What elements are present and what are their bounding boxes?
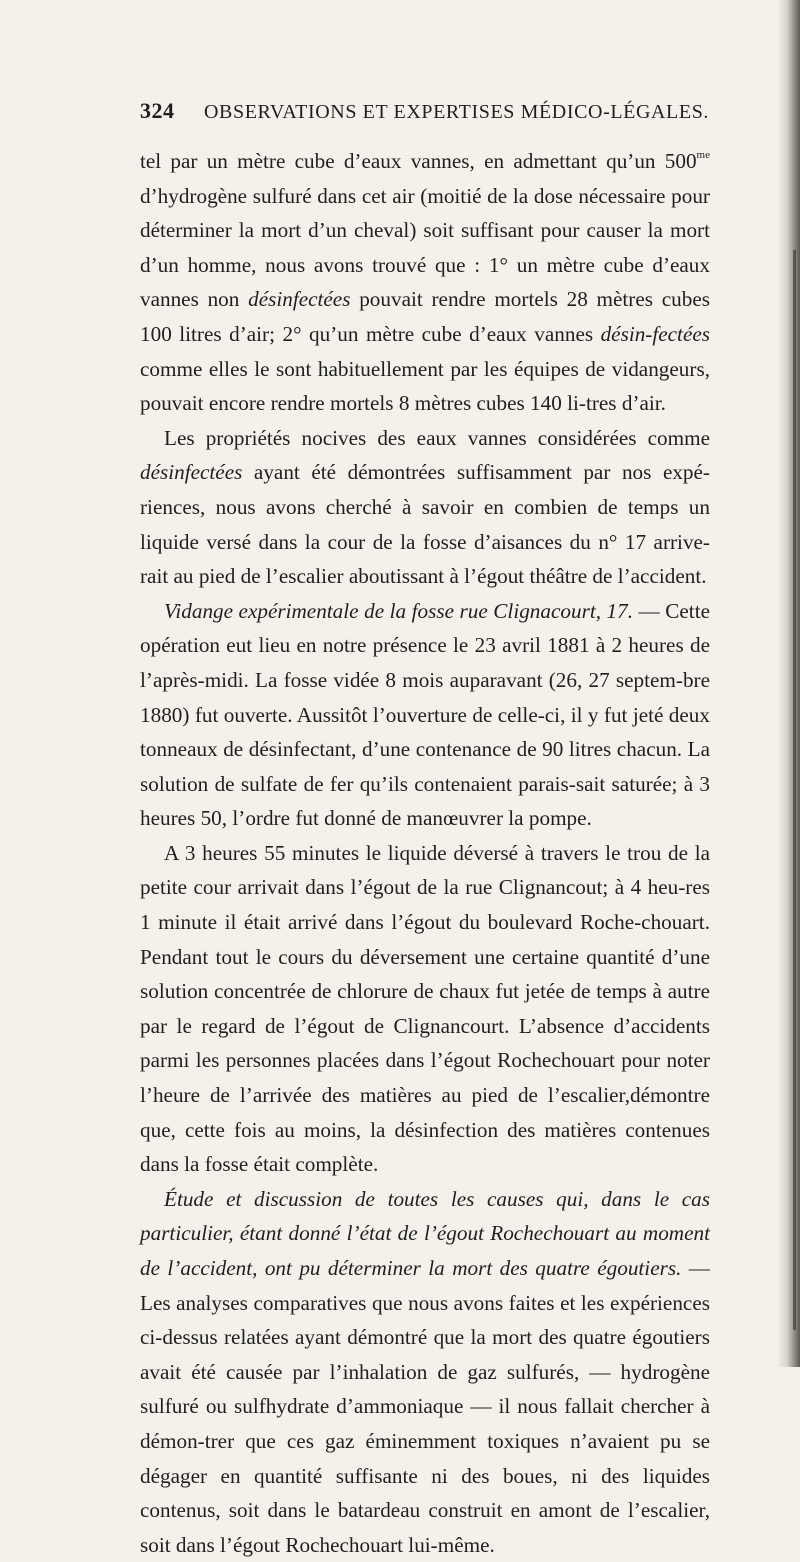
page-binding-edge	[778, 0, 800, 1367]
italic-text: Vidange expérimentale de la fosse rue Clignacourt, 17.	[164, 598, 634, 623]
page-header	[140, 98, 720, 124]
superscript-text: me	[696, 148, 710, 161]
italic-text: Étude et discussion de toutes les causes qui, dans le cas particulier, étant donné l’état de l’égout Rochechouart au moment de l’accident, ont pu déterminer la mort des quatre égoutiers.	[140, 1186, 710, 1280]
paragraph	[140, 836, 710, 1182]
text-run: ayant été démontrées suffisamment par nos expé-riences, nous avons cherché à savoir en combien de temps un liquide versé dans la cour de la fosse d’aisances du n° 17 arrive-rait au pied de l’escalier aboutissant à l’égout théâtre de l’accident.	[140, 460, 710, 589]
italic-text: désinfectées	[248, 287, 351, 312]
text-run: — Cette opération eut lieu en notre présence le 23 avril 1881 à 2 heures de l’après-midi. La fosse vidée 8 mois auparavant (26, 27 septem-bre 1880) fut ouverte. Aussitôt l’ouverture de celle-ci, il y fut jeté deux tonneaux de désinfectant, d’une contenance de 90 litres chacun. La solution de sulfate de fer qu’ils contenaient parais-sait saturée; à 3 heures 50, l’ordre fut donné de manœuvrer la pompe.	[140, 598, 710, 831]
text-run: pouvait rendre mortels 28 mètres cubes 100 litres d’air; 2° qu’un mètre cube d’eaux vannes	[140, 287, 710, 346]
text-run: d’hydrogène sulfuré dans cet air (moitié de la dose nécessaire pour déterminer la mort d’un cheval) soit suffisant pour causer la mort d’un homme, nous avons trouvé que : 1° un mètre cube d’eaux vannes non	[140, 183, 710, 312]
italic-text: désinfectées	[140, 460, 243, 485]
body-text	[140, 144, 710, 1562]
paragraph	[140, 1182, 710, 1562]
paragraph	[140, 594, 710, 836]
paragraph	[140, 421, 710, 594]
italic-text: désin-fectées	[600, 321, 710, 346]
text-run: — Les analyses comparatives que nous avons faites et les expériences ci-dessus relatées ayant démontré que la mort des quatre égoutiers avait été causée par l’inhalation de gaz sulfurés, — hydrogène sulfuré ou sulfhydrate d’ammoniaque — il nous fallait chercher à démon-trer que ces gaz éminemment toxiques n’avaient pu se dégager en quantité suffisante ni des boues, ni des liquides contenus, soit dans le batardeau construit en amont de l’escalier, soit dans l’égout Rochechouart lui-même.	[140, 1256, 710, 1557]
text-run: Les propriétés nocives des eaux vannes considérées comme	[164, 425, 710, 450]
running-title: OBSERVATIONS ET EXPERTISES MÉDICO-LÉGALES.	[204, 101, 710, 123]
page-number: 324	[140, 98, 175, 123]
text-run: comme elles le sont habituellement par les équipes de vidangeurs, pouvait encore rendre mortels 8 mètres cubes 140 li-tres d’air.	[140, 356, 710, 416]
text-run: tel par un mètre cube d’eaux vannes, en admettant qu’un 500	[140, 149, 697, 173]
text-run: A 3 heures 55 minutes le liquide déversé à travers le trou de la petite cour arrivait dans l’égout de la rue Clignancout; à 4 heu-res 1 minute il était arrivé dans l’égout du boulevard Roche-chouart. Pendant tout le cours du déversement une certaine quantité d’une solution concentrée de chlorure de chaux fut jetée de temps à autre par le regard de l’égout de Clignancourt. L’absence d’accidents parmi les personnes placées dans l’égout Rochechouart pour noter l’heure de l’arrivée des matières au pied de l’escalier,démontre que, cette fois au moins, la désinfection des matières contenues dans la fosse était complète.	[140, 840, 710, 1177]
paragraph	[140, 144, 710, 421]
